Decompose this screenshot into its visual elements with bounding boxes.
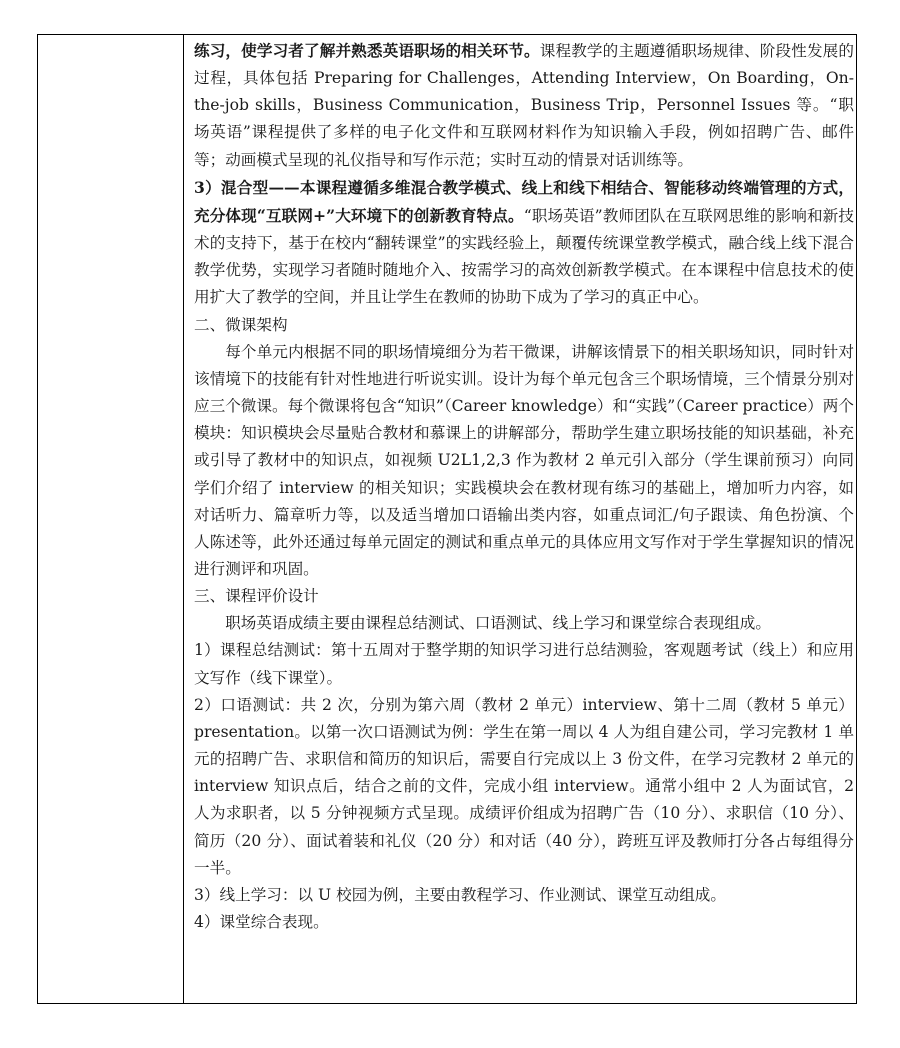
paragraph-final-test: 1）课程总结测试：第十五周对于整学期的知识学习进行总结测验，客观题考试（线上）和应用文写作（线下课堂）。 <box>194 641 854 687</box>
paragraph-class-performance: 4）课堂综合表现。 <box>194 913 329 931</box>
paragraph-blended-mode-bold: 3）混合型——本课程遵循多维混合教学模式、线上和线下相结合、智能移动终端管理的方式，充分体现“互联网+”大环境下的创新教育特点。 <box>194 177 854 225</box>
column-divider <box>183 35 184 1003</box>
paragraph-evaluation-intro: 职场英语成绩主要由课程总结测试、口语测试、线上学习和课堂综合表现组成。 <box>225 614 771 633</box>
paragraph-blended-mode <box>194 174 854 312</box>
content-cell <box>194 37 854 936</box>
section-heading-micro-course: 二、微课架构 <box>194 315 288 334</box>
document-table <box>37 34 857 1004</box>
paragraph-oral-test: 2）口语测试：共 2 次，分别为第六周（教材 2 单元）interview、第十二周（教材 5 单元）presentation。以第一次口语测试为例：学生在第一周以 4 人为组自建公司，学习完教材 1 单元的招聘广告、求职信和简历的知识后，需要自行完成以上 3 份文件，在学习完教材 2 单元的 interview 知识点后，结合之前的文件，完成小组 interview。通常小组中 2 人为面试官，2 人为求职者，以 5 分钟视频方式呈现。成绩评价组成为招聘广告（10 分）、求职信（10 分）、简历（20 分）、面试着装和礼仪（20 分）和对话（40 分），跨班互评及教师打分各占每组得分一半。 <box>194 695 854 877</box>
paragraph-course-themes-bold: 练习，使学习者了解并熟悉英语职场的相关环节。 <box>194 41 540 60</box>
paragraph-online-learning: 3）线上学习：以 U 校园为例，主要由教程学习、作业测试、课堂互动组成。 <box>194 885 726 904</box>
section-heading-evaluation: 三、课程评价设计 <box>194 587 319 606</box>
paragraph-course-themes-text: 课程教学的主题遵循职场规律、阶段性发展的过程，具体包括 Preparing for Challenges，Attending Interview，On Boarding，On-the-job skills，Business Communication，Business Trip，Personnel Issues 等。“职场英语”课程提供了多样的电子化文件和互联网材料作为知识输入手段，例如招聘广告、邮件等；动画模式呈现的礼仪指导和写作示范；实时互动的情景对话训练等。 <box>194 42 854 169</box>
left-label-cell <box>38 35 183 1003</box>
paragraph-micro-course: 每个单元内根据不同的职场情境细分为若干微课，讲解该情景下的相关职场知识，同时针对该情境下的技能有针对性地进行听说实训。设计为每个单元包含三个职场情境，三个情景分别对应三个微课。每个微课将包含“知识”（Career knowledge）和“实践”（Career practice）两个模块：知识模块会尽量贴合教材和慕课上的讲解部分，帮助学生建立职场技能的知识基础，补充或引导了教材中的知识点，如视频 U2L1,2,3 作为教材 2 单元引入部分（学生课前预习）向同学们介绍了 interview 的相关知识；实践模块会在教材现有练习的基础上，增加听力内容，如对话听力、篇章听力等，以及适当增加口语输出类内容，如重点词汇/句子跟读、角色扮演、个人陈述等，此外还通过每单元固定的测试和重点单元的具体应用文写作对于学生掌握知识的情况进行测评和巩固。 <box>194 342 854 578</box>
paragraph-blended-mode-text: “职场英语”教师团队在互联网思维的影响和新技术的支持下，基于在校内“翻转课堂”的实践经验上，颠覆传统课堂教学模式，融合线上线下混合教学优势，实现学习者随时随地介入、按需学习的高效创新教学模式。在本课程中信息技术的使用扩大了教学的空间，并且让学生在教师的协助下成为了学习的真正中心。 <box>194 206 854 307</box>
paragraph-course-themes <box>194 37 854 174</box>
